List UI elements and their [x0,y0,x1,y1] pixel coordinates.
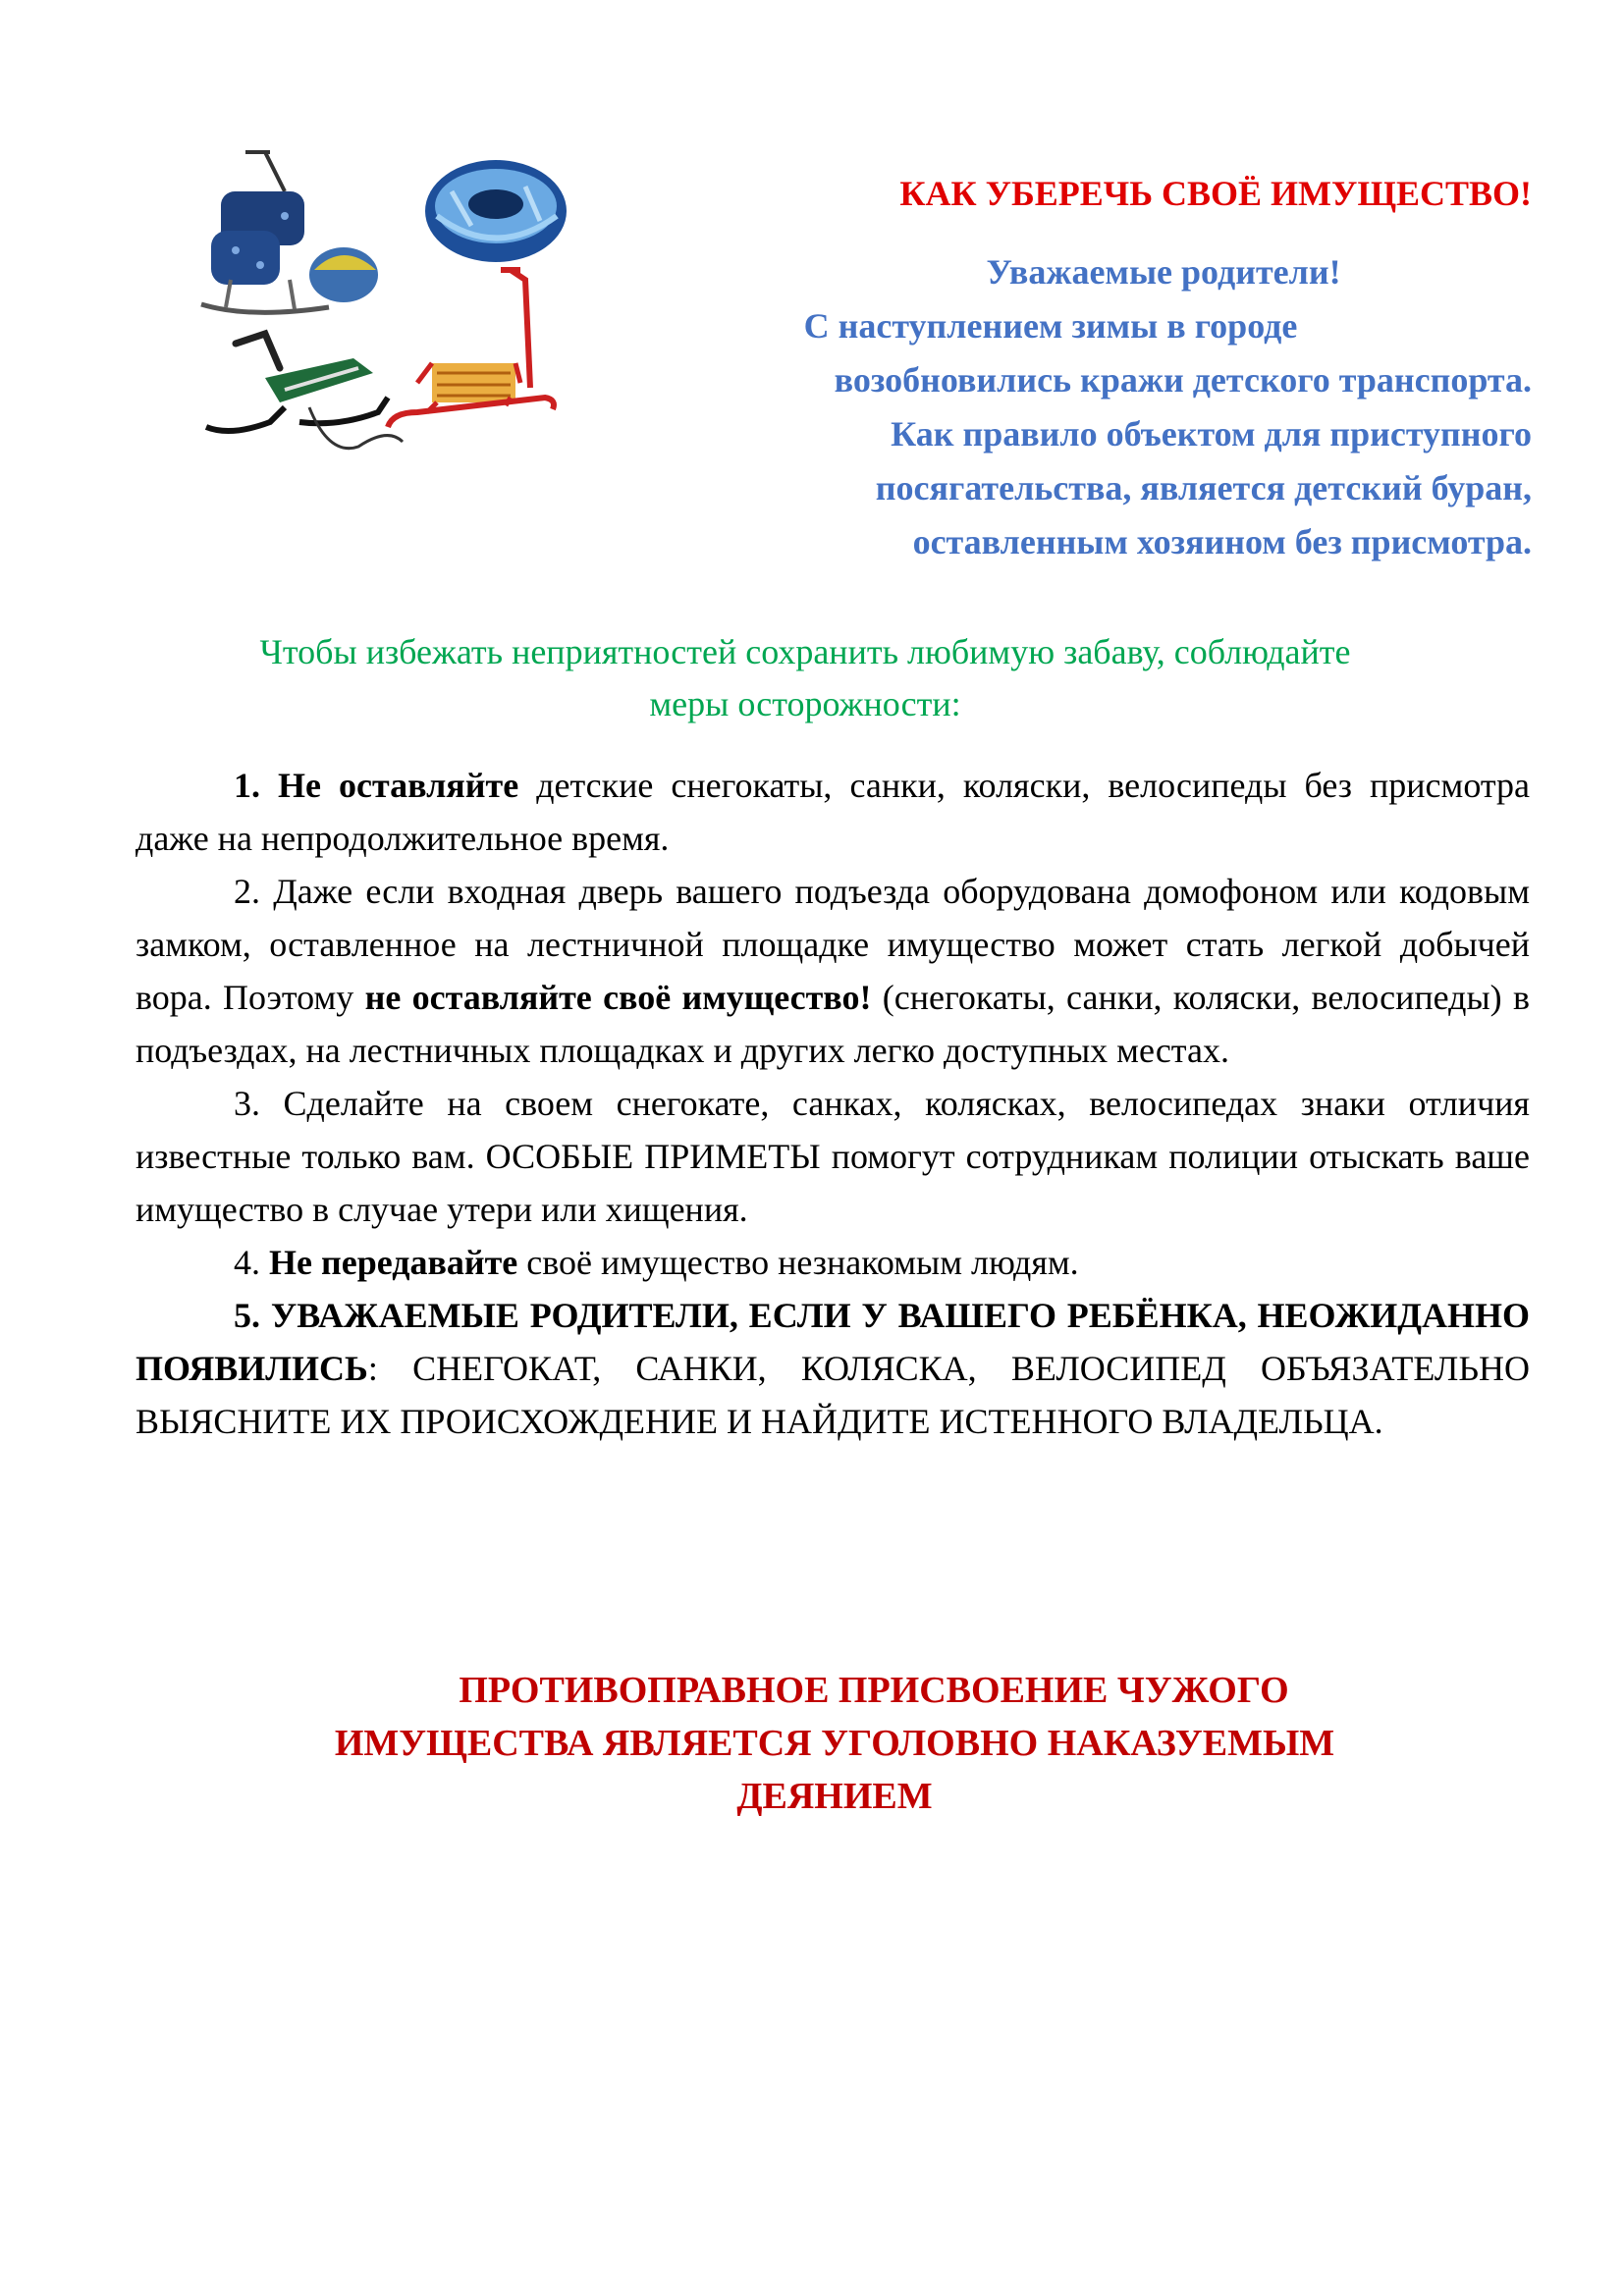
greeting-line: оставленным хозяином без присмотра. [912,522,1532,561]
item-number: 1. [234,766,260,805]
item-number: 4. [234,1243,260,1282]
legal-warning [137,1664,1532,1823]
item-text: (снегокаты, санки, коляски, велосипеды) в подъездах, на лестничных площадках и других легко доступных местах. [135,978,1530,1070]
snow-scooter-icon [206,334,403,449]
greeting-line: Как правило объектом для приступного [891,414,1532,454]
item-text: : СНЕГОКАТ, САНКИ, КОЛЯСКА, ВЕЛОСИПЕД ОБЪЯЗАТЕЛЬНО ВЫЯСНИТЕ ИХ ПРОИСХОЖДЕНИЕ И НАЙДИТЕ ИСТЕННОГО ВЛАДЕЛЬЦА. [135,1349,1530,1441]
greeting-line: посягательства, является детский буран, [875,468,1532,507]
greeting-line: С наступлением зимы в городе [803,306,1298,346]
item-emphasis: Не передавайте [269,1243,518,1282]
intro-line: меры осторожности: [649,684,961,723]
greeting-line: Уважаемые родители! [986,252,1341,292]
intro-paragraph [128,626,1483,730]
intro-line: Чтобы избежать неприятностей сохранить любимую забаву, соблюдайте [259,632,1351,671]
page-title: КАК УБЕРЕЧЬ СВОЁ ИМУЩЕСТВО! [899,174,1532,213]
list-item-2 [135,865,1530,1077]
warning-line: ДЕЯНИЕМ [736,1776,933,1817]
sled-with-handle-icon [388,270,554,427]
item-number: 3. [234,1084,260,1123]
item-text: детские снегокаты, санки, коляски, велосипеды без присмотра даже на непродолжительное время. [135,766,1530,858]
item-emphasis: Не оставляйте [278,766,519,805]
item-emphasis: 5. УВАЖАЕМЫЕ РОДИТЕЛИ, ЕСЛИ У ВАШЕГО РЕБЁНКА, НЕОЖИДАННО ПОЯВИЛИСЬ [135,1296,1530,1388]
snow-tube-icon [425,160,567,262]
warning-line: ИМУЩЕСТВА ЯВЛЯЕТСЯ УГОЛОВНО НАКАЗУЕМЫМ [334,1723,1335,1764]
item-emphasis: не оставляйте своё имущество! [364,978,872,1017]
item-text: Даже если входная дверь вашего подъезда оборудована домофоном или кодовым замком, оставленное на лестничной площадке имущество может стать легкой добычей вора. Поэтому [135,872,1530,1017]
greeting-line: возобновились кражи детского транспорта. [834,360,1532,400]
item-number: 2. [234,872,260,911]
list-item-3 [135,1077,1530,1236]
winter-transport-illustrations [191,133,584,471]
list-item-1 [135,759,1530,865]
precautions-list [135,759,1530,1448]
stroller-sled-icon [201,152,378,312]
item-text: своё имущество незнакомым людям. [517,1243,1079,1282]
item-text: Сделайте на своем снегокате, санках, колясках, велосипедах знаки отличия известные только вам. ОСОБЫЕ ПРИМЕТЫ помогут сотрудникам полиции отыскать ваше имущество в случае утери или хищения. [135,1084,1530,1229]
warning-line: ПРОТИВОПРАВНОЕ ПРИСВОЕНИЕ ЧУЖОГО [459,1670,1289,1711]
winter-transport-illustrations-svg [191,133,584,471]
list-item-5 [135,1289,1530,1448]
greeting-block [648,245,1532,569]
list-item-4 [135,1236,1530,1289]
